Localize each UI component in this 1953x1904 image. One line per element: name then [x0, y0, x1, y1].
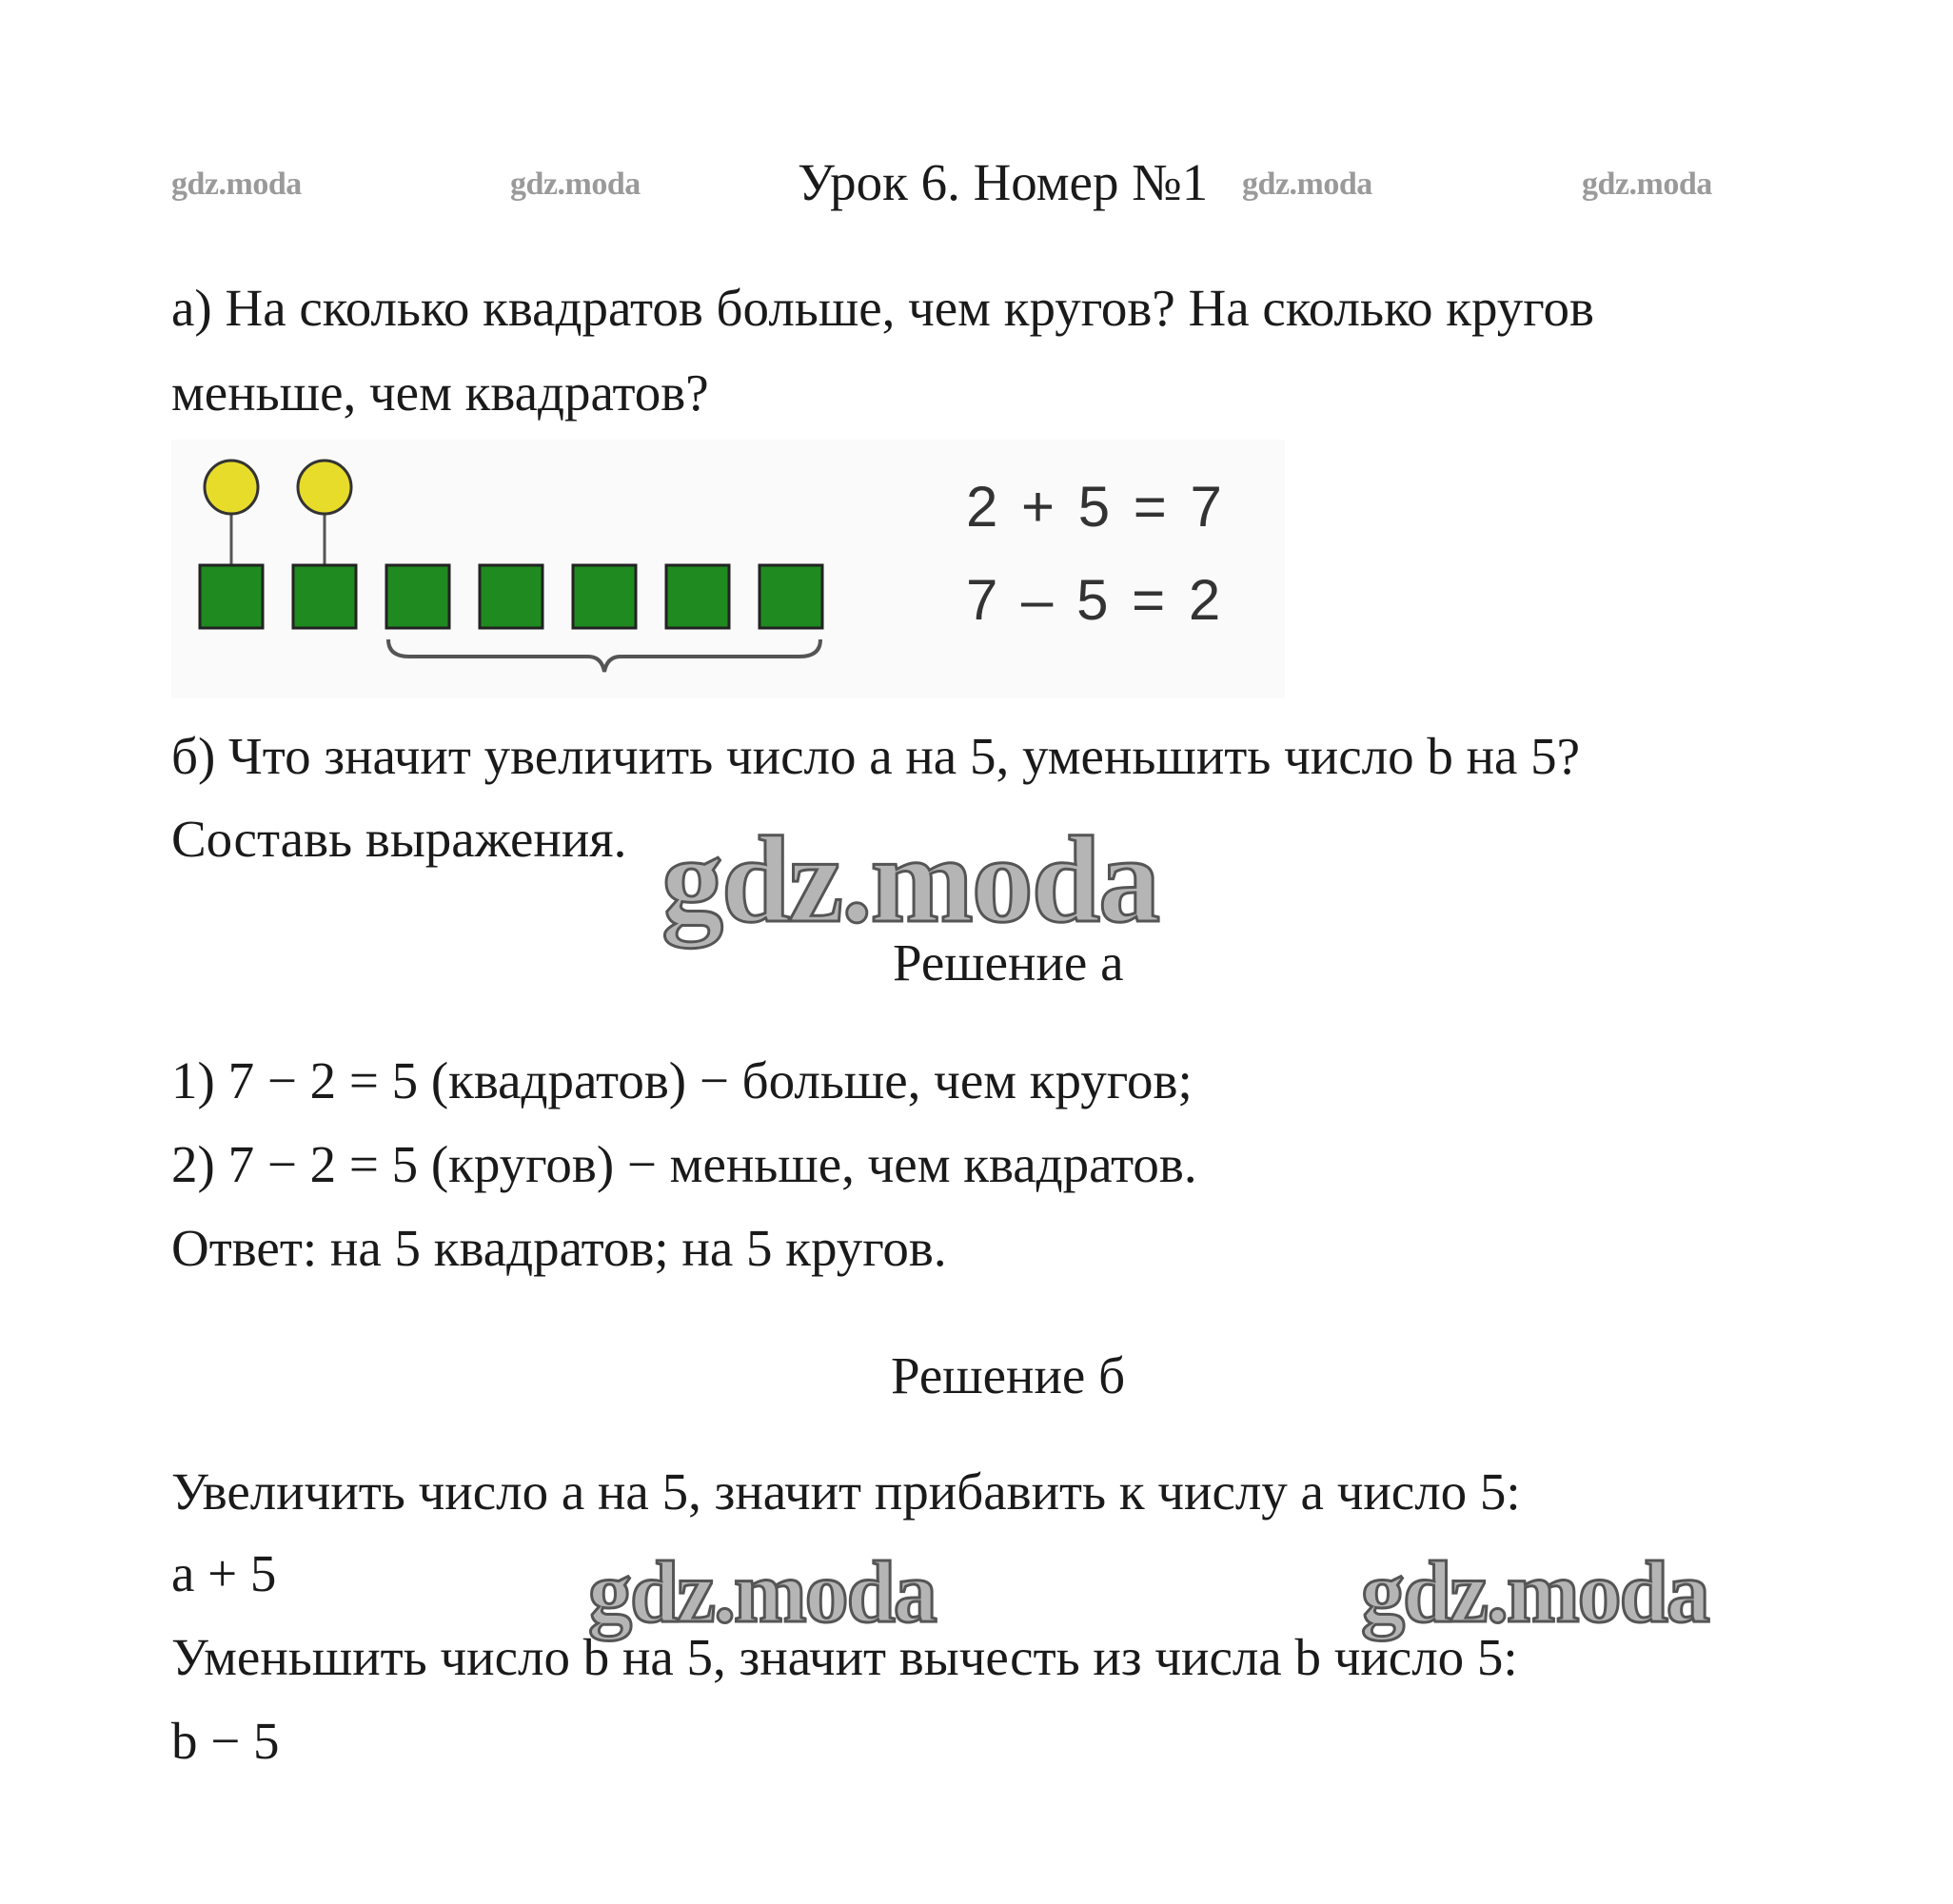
- big-watermark-1: gdz.moda: [661, 812, 1159, 949]
- square-3: [386, 565, 449, 628]
- solution-a-line-2: 2) 7 − 2 = 5 (кругов) − меньше, чем квадратов.: [171, 1135, 1197, 1193]
- square-6: [666, 565, 729, 628]
- watermark-3: gdz.moda: [1242, 167, 1372, 202]
- square-7: [760, 565, 822, 628]
- square-2: [293, 565, 356, 628]
- solution-b-heading: Решение б: [891, 1346, 1126, 1404]
- solution-b-line-2: Уменьшить число b на 5, значит вычесть из числа b число 5:: [171, 1628, 1518, 1686]
- big-watermark-2: gdz.moda: [588, 1543, 936, 1640]
- task-b-line-1: б) Что значит увеличить число а на 5, уменьшить число b на 5?: [171, 727, 1581, 785]
- watermark-4: gdz.moda: [1582, 167, 1712, 202]
- solution-b-expr-1: a + 5: [171, 1544, 277, 1602]
- square-1: [200, 565, 263, 628]
- square-4: [480, 565, 542, 628]
- page-title: Урок 6. Номер №1: [798, 153, 1209, 211]
- watermark-1: gdz.moda: [171, 167, 302, 202]
- circle-2: [298, 461, 351, 514]
- watermark-2: gdz.moda: [510, 167, 641, 202]
- solution-a-line-1: 1) 7 − 2 = 5 (квадратов) − больше, чем кругов;: [171, 1051, 1193, 1109]
- big-watermark-3: gdz.moda: [1361, 1543, 1708, 1640]
- equation-2: 7 – 5 = 2: [966, 568, 1225, 632]
- solution-a-heading: Решение а: [893, 933, 1124, 991]
- solution-b-line-1: Увеличить число а на 5, значит прибавить к числу а число 5:: [171, 1462, 1521, 1521]
- task-b-line-2: Составь выражения.: [171, 810, 627, 868]
- brace: [388, 639, 820, 672]
- circle-1: [205, 461, 258, 514]
- equation-1: 2 + 5 = 7: [966, 475, 1226, 539]
- task-a-line-2: меньше, чем квадратов?: [171, 363, 709, 422]
- task-a-line-1: а) На сколько квадратов больше, чем кругов? На сколько кругов: [171, 279, 1594, 337]
- solution-b-expr-2: b − 5: [171, 1712, 280, 1770]
- square-5: [573, 565, 636, 628]
- solution-a-answer: Ответ: на 5 квадратов; на 5 кругов.: [171, 1219, 947, 1277]
